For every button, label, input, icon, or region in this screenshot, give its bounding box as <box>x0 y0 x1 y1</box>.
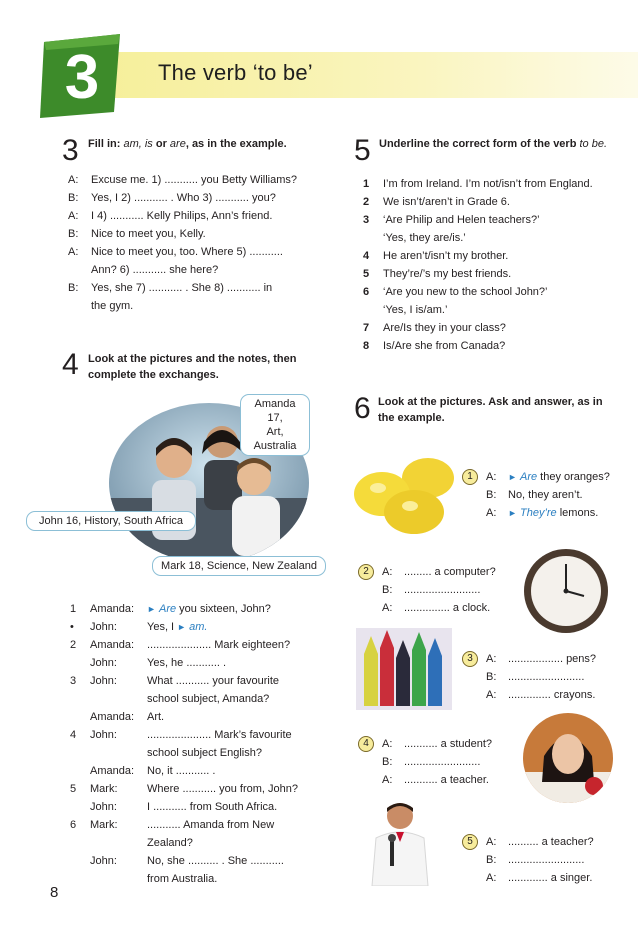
qa-line: A: ► Are they oranges? <box>486 471 610 483</box>
qa-line: A: ► They’re lemons. <box>486 507 599 519</box>
arrow-right-icon: ► <box>508 472 517 482</box>
qa-line: A: ......... a computer? <box>382 566 496 578</box>
callout-john: John 16, History, South Africa <box>26 511 196 531</box>
number-circle: 1 <box>462 469 478 485</box>
qa-line: A: ............... a clock. <box>382 602 491 614</box>
page-number: 8 <box>50 884 59 901</box>
exercise-instruction: Look at the pictures. Ask and answer, as in the example. <box>378 396 603 424</box>
exercise-instruction: Look at the pictures and the notes, then complete the exchanges. <box>88 353 297 381</box>
svg-text:3: 3 <box>64 43 100 112</box>
unit-title: The verb ‘to be’ <box>158 60 313 85</box>
qa-line: A: .......... a teacher? <box>486 836 594 848</box>
unit-badge <box>40 34 124 118</box>
callout-amanda: Amanda 17, Art, Australia <box>240 394 310 456</box>
singer-picture <box>356 796 444 886</box>
number-circle: 2 <box>358 564 374 580</box>
qa-line: B: No, they aren’t. <box>486 489 583 501</box>
arrow-right-icon: ► <box>147 604 156 614</box>
clock-picture <box>520 548 612 634</box>
teacher-picture <box>522 712 614 804</box>
qa-line: B: ......................... <box>382 584 481 596</box>
exercise-number: 4 <box>62 348 79 381</box>
qa-line: B: ......................... <box>382 756 481 768</box>
number-circle: 3 <box>462 651 478 667</box>
exercise-number: 5 <box>354 134 371 167</box>
qa-line: A: ........... a teacher. <box>382 774 489 786</box>
exercise-instruction: Fill in: am, is or are, as in the example. <box>88 138 287 150</box>
number-circle: 4 <box>358 736 374 752</box>
arrow-right-icon: ► <box>508 508 517 518</box>
qa-line: A: .............. crayons. <box>486 689 596 701</box>
crayons-picture <box>356 628 452 710</box>
qa-line: B: ......................... <box>486 671 585 683</box>
qa-line: A: ............. a singer. <box>486 872 593 884</box>
exercise-number: 3 <box>62 134 79 167</box>
qa-line: A: .................. pens? <box>486 653 597 665</box>
qa-line: A: ........... a student? <box>382 738 493 750</box>
number-circle: 5 <box>462 834 478 850</box>
exercise-number: 6 <box>354 392 371 425</box>
qa-line: B: ......................... <box>486 854 585 866</box>
exercise-instruction: Underline the correct form of the verb to be. <box>379 138 608 150</box>
callout-mark: Mark 18, Science, New Zealand <box>152 556 326 576</box>
lemons-picture <box>348 452 458 538</box>
arrow-right-icon: ► <box>177 622 187 632</box>
